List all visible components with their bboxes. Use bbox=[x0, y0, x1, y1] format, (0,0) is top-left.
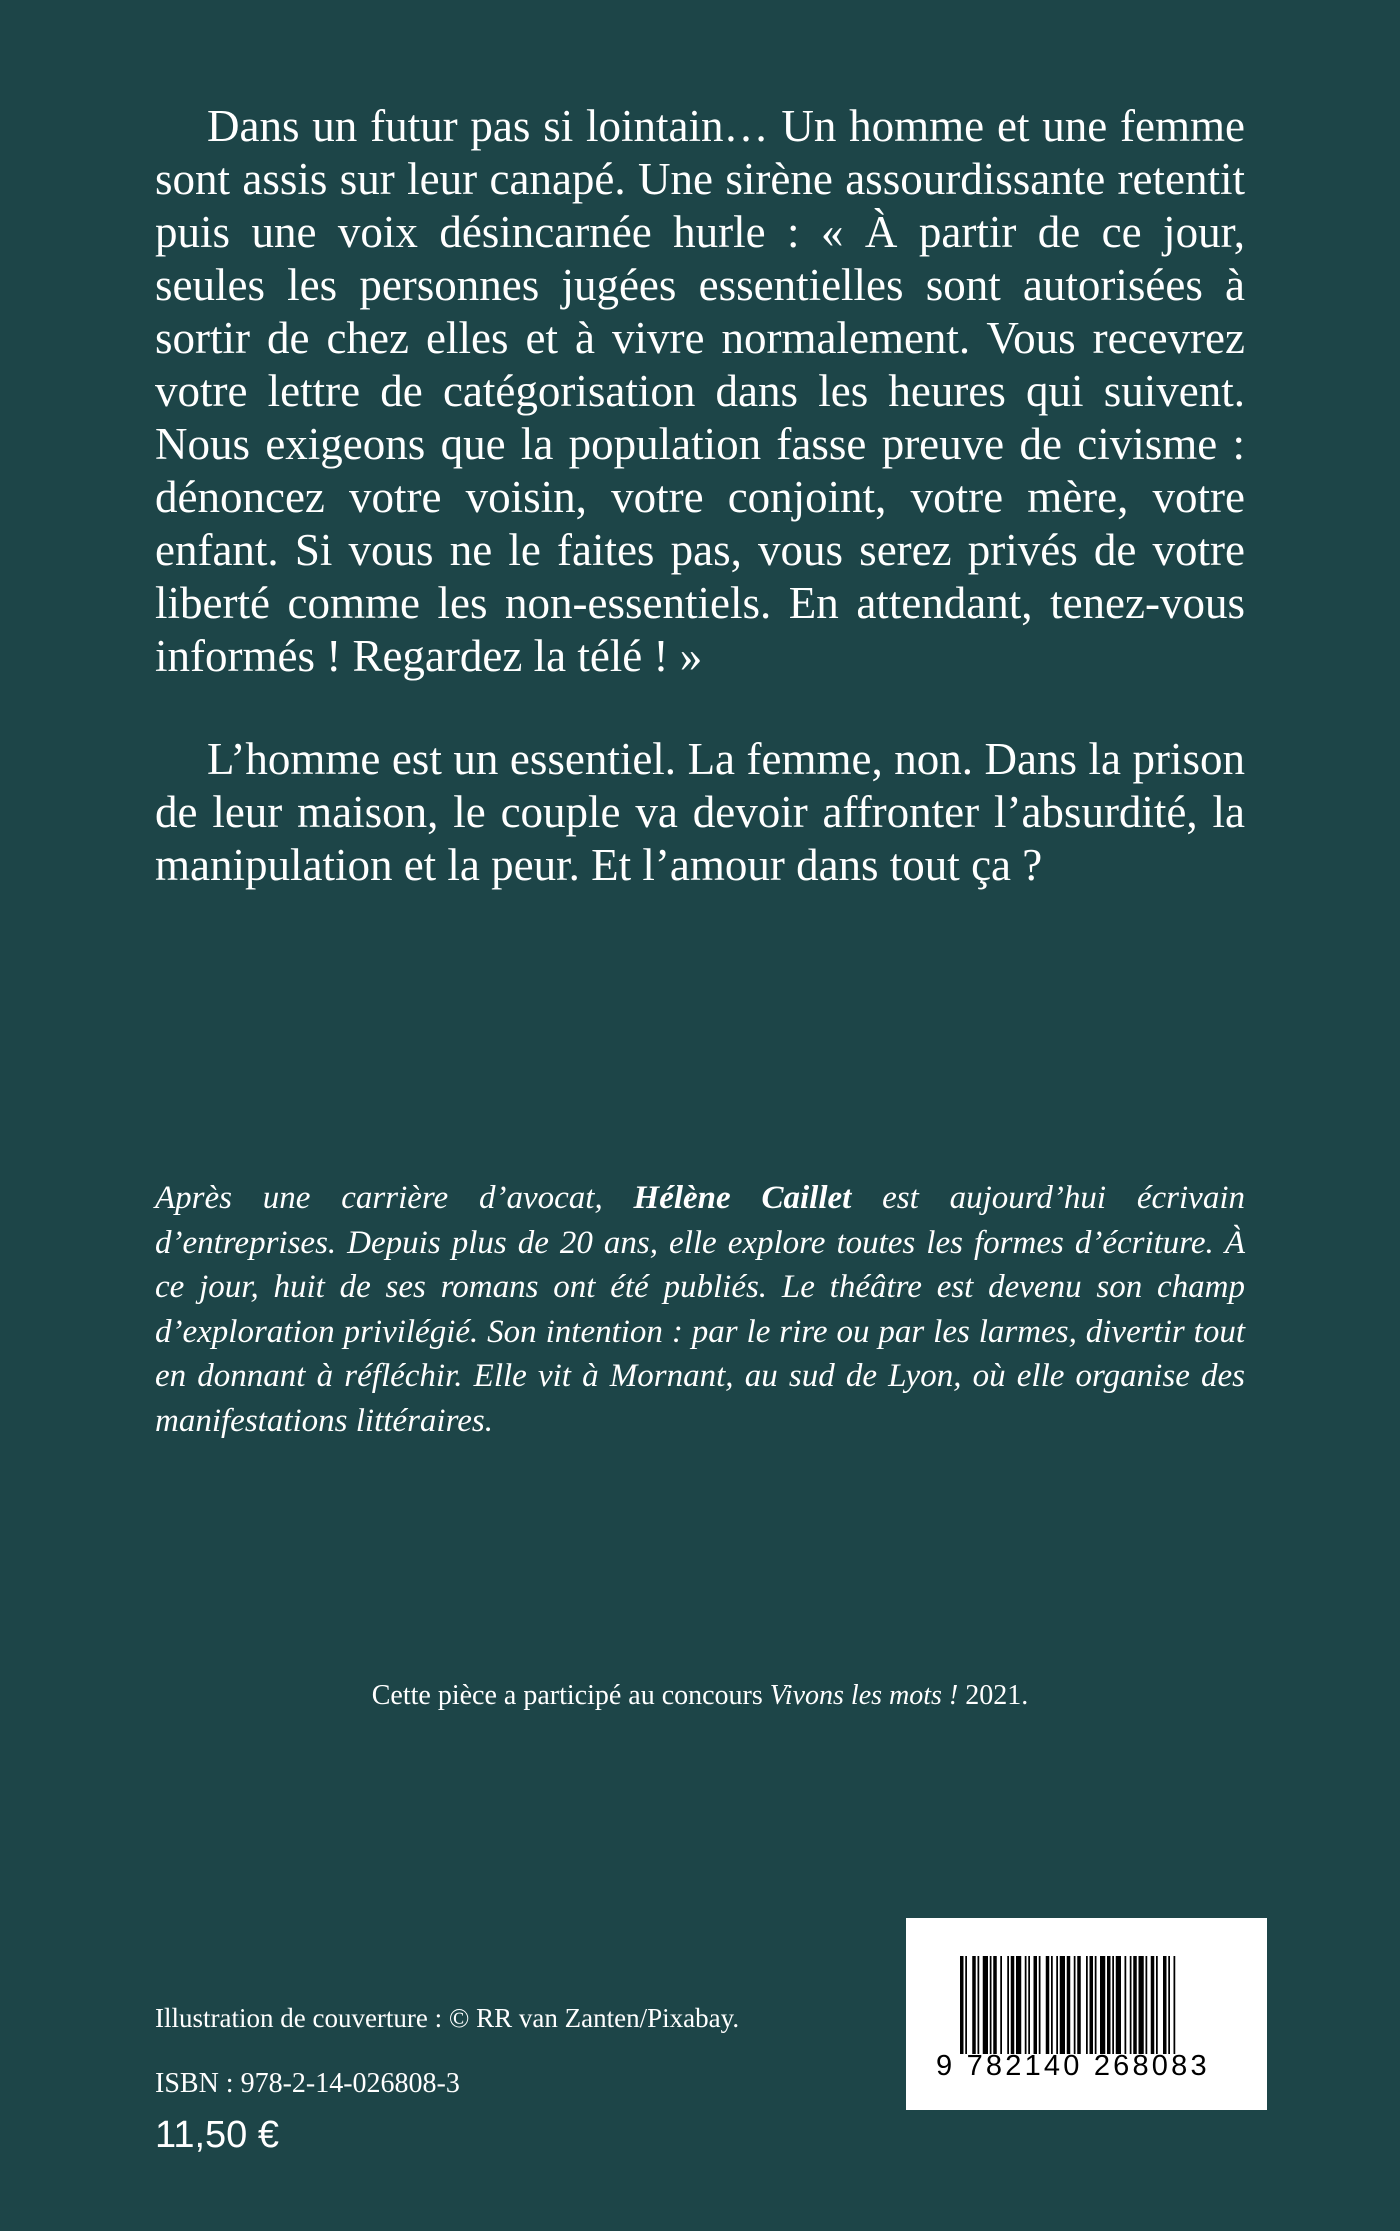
barcode-bar bbox=[993, 1956, 997, 2054]
barcode-bar bbox=[1090, 1956, 1094, 2054]
barcode-bar bbox=[983, 1956, 988, 2054]
barcode-bar bbox=[1133, 1956, 1137, 2054]
barcode-bar bbox=[1116, 1956, 1121, 2054]
barcode-bar bbox=[1074, 1956, 1076, 2054]
author-bio bbox=[155, 1176, 1245, 1443]
barcode-bars bbox=[960, 1956, 1230, 2054]
barcode-bar bbox=[1056, 1956, 1058, 2054]
barcode-bar bbox=[1125, 1956, 1127, 2054]
barcode-bar bbox=[1146, 1956, 1148, 2054]
summary-paragraph-2: L’homme est un essentiel. La femme, non. Dans la prison de leur maison, le couple va devoir affronter l’absurdité, la manipulation et la peur. Et l’amour dans tout ça ? bbox=[155, 734, 1245, 890]
barcode-bar bbox=[1034, 1956, 1038, 2054]
bio-intro: Après une carrière d’avocat, bbox=[155, 1180, 634, 1216]
barcode-bar bbox=[1028, 1956, 1030, 2054]
barcode-bar bbox=[1011, 1956, 1015, 2054]
barcode-bar bbox=[1174, 1956, 1176, 2054]
barcode-bar bbox=[978, 1956, 980, 2054]
barcode-bar bbox=[1039, 1956, 1041, 2054]
barcode-bar bbox=[1130, 1956, 1132, 2054]
barcode-bar bbox=[1007, 1956, 1009, 2054]
contest-note-prefix: Cette pièce a participé au concours bbox=[371, 1680, 770, 1711]
barcode-bar bbox=[1156, 1956, 1158, 2054]
barcode-bar bbox=[1046, 1956, 1050, 2054]
barcode-bar bbox=[1025, 1956, 1027, 2054]
barcode-bar bbox=[1163, 1956, 1167, 2054]
barcode-bar bbox=[1051, 1956, 1053, 2054]
contest-title: Vivons les mots ! bbox=[769, 1680, 959, 1711]
barcode-bar bbox=[1107, 1956, 1111, 2054]
price: 11,50 € bbox=[155, 2114, 279, 2156]
barcode-digits: 9 782140 268083 bbox=[936, 2050, 1210, 2082]
barcode-bar bbox=[965, 1956, 967, 2054]
contest-note bbox=[155, 1678, 1245, 1714]
barcode-bar bbox=[1168, 1956, 1170, 2054]
back-cover-summary bbox=[155, 100, 1245, 892]
contest-year: 2021. bbox=[958, 1680, 1029, 1711]
barcode-bar bbox=[1067, 1956, 1071, 2054]
bio-text: est aujourd’hui écrivain d’entreprises. Depuis plus de 20 ans, elle explore toutes les formes d’écriture. À ce jour, huit de ses romans ont été publiés. Le théâtre est devenu son champ d’exploration privilégié. Son intention : par le rire ou par les larmes, divertir tout en donnant à réfléchir. Elle vit à Mornant, au sud de Lyon, où elle organise des manifestations littéraires. bbox=[155, 1180, 1245, 1439]
barcode-bar bbox=[1077, 1956, 1081, 2054]
cover-illustration-credit: Illustration de couverture : © RR van Zanten/Pixabay. bbox=[155, 2003, 740, 2033]
barcode-bar bbox=[960, 1956, 964, 2054]
barcode-bar bbox=[1000, 1956, 1002, 2054]
barcode-bar bbox=[972, 1956, 976, 2054]
barcode-bar bbox=[1112, 1956, 1114, 2054]
barcode-bar bbox=[1100, 1956, 1105, 2054]
barcode-bar bbox=[1086, 1956, 1088, 2054]
isbn: ISBN : 978-2-14-026808-3 bbox=[155, 2068, 460, 2099]
barcode-bar bbox=[1060, 1956, 1065, 2054]
barcode bbox=[906, 1918, 1267, 2110]
barcode-bar bbox=[990, 1956, 992, 2054]
barcode-bar bbox=[1095, 1956, 1097, 2054]
summary-paragraph-1: Dans un futur pas si lointain… Un homme et une femme sont assis sur leur canapé. Une sirène assourdissante retentit puis une voix désincarnée hurle : « À partir de ce jour, seules les personnes jugées essentielles sont autorisées à sortir de chez elles et à vivre normalement. Vous recevrez votre lettre de catégorisation dans les heures qui suivent. Nous exigeons que la population fasse preuve de civisme : dénoncez votre voisin, votre conjoint, votre mère, votre enfant. Si vous ne le faites pas, vous serez privés de votre liberté comme les non-essentiels. En attendant, tenez-vous informés ! Regardez la télé ! » bbox=[155, 101, 1245, 681]
barcode-bar bbox=[1151, 1956, 1155, 2054]
author-name: Hélène Caillet bbox=[633, 1180, 852, 1216]
barcode-bar bbox=[1016, 1956, 1021, 2054]
barcode-bar bbox=[1139, 1956, 1144, 2054]
